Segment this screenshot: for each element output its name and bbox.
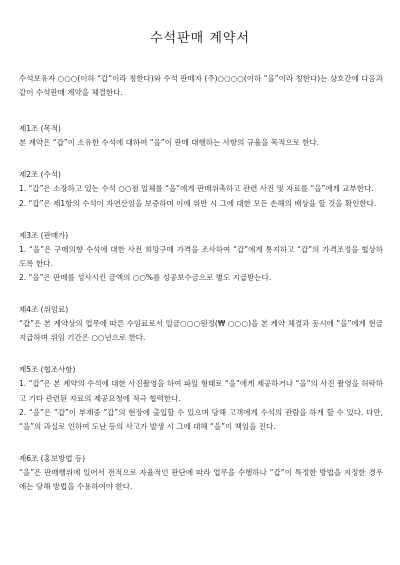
article-line: 1. “을”은 구매의향 수석에 대한 사전 희망구매 가격을 조사하여 “갑”에게 통지하고 “갑”의 가격조정을 협상하도록 한다. [19, 244, 383, 268]
article-heading: 제3조 (판매가) [19, 230, 69, 240]
article-heading: 제5조 (협조사항) [19, 365, 76, 375]
article-line: “갑”은 본 계약상의 업무에 따른 수임료로서 일금○○○원정(₩ ○○○)을 본 계약 체결과 동시에 “을”에게 현금 지급하며 위임 기간은 ○○년으로 한다. [19, 319, 383, 343]
article-6 [19, 452, 383, 494]
article-4 [19, 303, 383, 345]
article-5 [19, 363, 383, 433]
document-title: 수석판매 계약서 [149, 31, 251, 46]
article-line: 1. “갑”은 본 계약의 수석에 대한 사진촬영을 하여 파일 형태로 “을”에게 제공하거나 “을”의 사진 촬영을 허락하고 기타 관련된 자료의 제공요청에 적극 협력한다. [19, 379, 383, 403]
article-heading: 제2조 (수석) [19, 170, 61, 180]
document-body [19, 72, 383, 494]
article-3 [19, 229, 383, 285]
article-heading: 제6조 (홍보방법 등) [19, 453, 86, 463]
article-line: 2. “을”은 “갑”이 부재중 “갑”의 현장에 출입할 수 있으며 당해 고객에게 수석의 관람을 하게 할 수 있다. 다만, “을”의 과실로 인하여 도난 등의 사고가 발생 시 그에 대해 “을”이 책임을 진다. [19, 407, 383, 431]
article-heading: 제4조 (위임료) [19, 305, 69, 315]
article-line: 2. “갑”은 제1항의 수석이 자연산임을 보증하며 이에 위반 시 그에 대한 모든 손해의 배상을 할 것을 확인한다. [19, 198, 377, 208]
article-2 [19, 168, 383, 210]
intro-paragraph: 수석보유자 ○○○(이하 “갑”이라 칭한다)와 수석 판매자 (주)○○○○(이하 “을”이라 칭한다)는 상호간에 다음과 같이 수석판매 계약을 체결한다. [19, 74, 383, 98]
article-line: “을”은 판매행위에 있어서 전적으로 자율적인 판단에 따라 업무을 수행하나 “갑”이 특정한 방법을 지정한 경우에는 당해 방법을 수용하여야 한다. [19, 467, 383, 491]
article-heading: 제1조 (목적) [19, 124, 61, 134]
article-line: 2. “을”은 판매를 성사시킨 금액의 ○○%를 성공보수금으로 별도 지급받는다. [19, 272, 272, 282]
article-1 [19, 122, 383, 150]
article-line: 1. “갑”은 소장하고 있는 수석 ○○점 일체를 “을”에게 판매위촉하고 관련 사진 및 자료를 “을”에게 교부한다. [19, 184, 374, 194]
article-line: 본 계약은 “갑”이 소유한 수석에 대하여 “을”이 판매 대행하는 사항의 규율을 목적으로 한다. [19, 138, 320, 148]
